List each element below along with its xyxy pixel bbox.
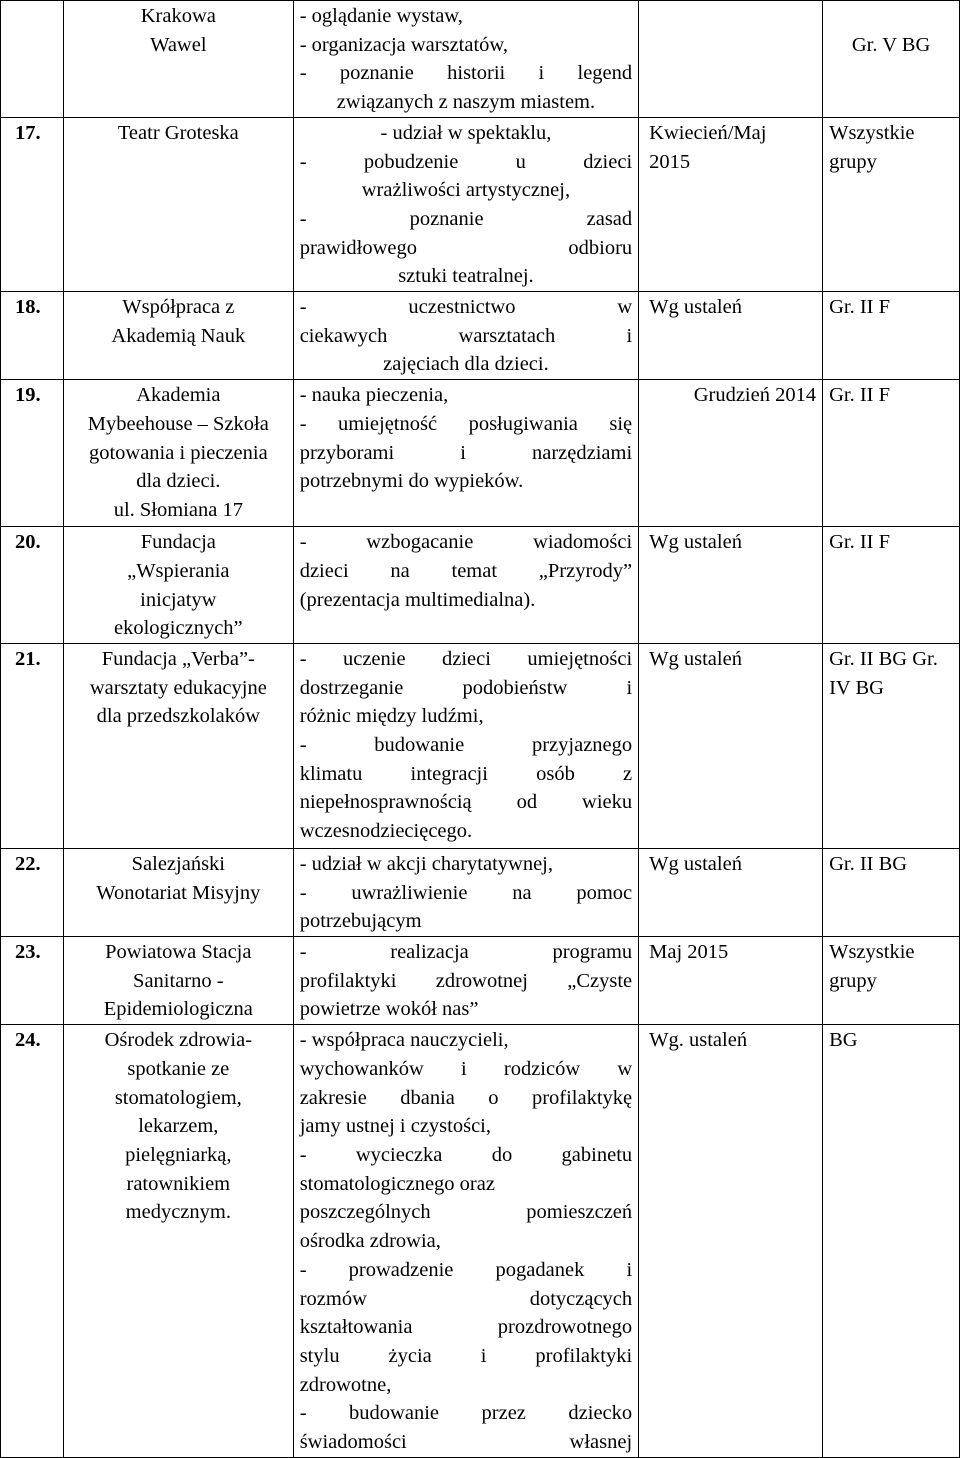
- table-row: [1, 643, 960, 848]
- partner-name-line: inicjatyw: [140, 588, 217, 611]
- activity-description: [293, 1, 638, 118]
- partner-name-line: Sanitarno -: [133, 969, 224, 992]
- description-line: - udział w akcji charytatywnej,: [299, 852, 554, 875]
- table-row: [1, 937, 960, 1025]
- description-line: świadomości własnej: [299, 1431, 633, 1454]
- partner-name-line: lekarzem,: [138, 1115, 219, 1138]
- partner-name-line: ul. Słomiana 17: [113, 498, 243, 521]
- description-line: ciekawych warsztatach i: [299, 324, 633, 347]
- partner-name: [63, 1025, 293, 1458]
- date-cell: Kwiecień/Maj 2015: [639, 117, 823, 291]
- date-cell: [639, 1, 823, 118]
- row-number: 18.: [1, 292, 64, 380]
- table-row: [1, 380, 960, 527]
- row-number: 22.: [1, 848, 64, 936]
- partner-name: [63, 292, 293, 380]
- description-line: - oglądanie wystaw,: [299, 5, 463, 27]
- description-line: klimatu integracji osób z: [299, 762, 633, 785]
- row-number: 24.: [1, 1025, 64, 1458]
- date-cell: Maj 2015: [639, 937, 823, 1025]
- description-line: potrzebującym: [299, 910, 422, 933]
- partner-name-line: Fundacja: [140, 531, 216, 554]
- description-line: jamy ustnej i czystości,: [299, 1115, 491, 1138]
- description-line: (prezentacja multimedialna).: [299, 588, 536, 611]
- activity-description: [293, 527, 638, 644]
- description-line: dzieci na temat „Przyrody”: [299, 559, 633, 582]
- row-number: 23.: [1, 937, 64, 1025]
- row-number: [1, 1, 64, 118]
- group-cell: Gr. II F: [823, 292, 960, 380]
- description-line: - wzbogacanie wiadomości: [299, 531, 633, 554]
- activity-description: [293, 117, 638, 291]
- activity-description: [293, 292, 638, 380]
- description-line: - nauka pieczenia,: [299, 384, 449, 407]
- partner-name-line: warsztaty edukacyjne: [89, 676, 267, 699]
- description-line: zakresie dbania o profilaktykę: [299, 1086, 633, 1109]
- group-cell: BG: [823, 1025, 960, 1458]
- description-line: prawidłowego odbioru: [299, 236, 633, 259]
- description-line: stylu życia i profilaktyki: [299, 1344, 633, 1367]
- activity-description: [293, 1025, 638, 1458]
- description-line: profilaktyki zdrowotnej „Czyste: [299, 969, 633, 992]
- table-row: [1, 527, 960, 644]
- partner-name-line: Mybeehouse – Szkoła: [87, 412, 269, 435]
- activity-description: [293, 643, 638, 848]
- row-number: 21.: [1, 643, 64, 848]
- description-line: - uczenie dzieci umiejętności: [299, 647, 633, 670]
- table-body: [1, 1, 960, 1458]
- group-cell: Gr. II F: [823, 527, 960, 644]
- description-line: stomatologicznego oraz: [299, 1172, 495, 1195]
- description-line: - wycieczka do gabinetu: [299, 1143, 633, 1166]
- table-row: [1, 117, 960, 291]
- date-cell: Wg ustaleń: [639, 848, 823, 936]
- date-cell: Grudzień 2014: [639, 380, 823, 527]
- description-line: - współpraca nauczycieli,: [299, 1029, 509, 1052]
- partner-name-line: „Wspierania: [127, 559, 230, 582]
- description-line: niepełnosprawnością od wieku: [299, 791, 633, 814]
- activity-description: [293, 380, 638, 527]
- partner-name-line: Ośrodek zdrowia-: [104, 1029, 253, 1052]
- activity-description: [293, 848, 638, 936]
- partner-name-line: Wonotariat Misyjny: [96, 881, 261, 904]
- group-cell: Gr. II BG Gr. IV BG: [823, 643, 960, 848]
- table-row: [1, 292, 960, 380]
- description-line: - poznanie zasad: [299, 207, 633, 230]
- table-row: [1, 1025, 960, 1458]
- partner-name: [63, 527, 293, 644]
- group-cell: Wszystkie grupy: [823, 117, 960, 291]
- partner-name-line: Krakowa: [140, 5, 216, 27]
- partner-name-line: Teatr Groteska: [117, 121, 239, 144]
- description-line: sztuki teatralnej.: [398, 265, 534, 288]
- partner-name-line: Wawel: [150, 33, 207, 56]
- description-line: zajęciach dla dzieci.: [383, 353, 549, 376]
- description-line: rozmów dotyczących: [299, 1287, 633, 1310]
- table-row: [1, 848, 960, 936]
- date-cell: Wg ustaleń: [639, 643, 823, 848]
- group-cell: Gr. V BG: [823, 1, 960, 118]
- partner-name-line: dla przedszkolaków: [96, 705, 260, 728]
- description-line: wrażliwości artystycznej,: [361, 179, 571, 202]
- partner-name-line: stomatologiem,: [114, 1086, 242, 1109]
- date-cell: Wg ustaleń: [639, 527, 823, 644]
- description-line: - uwrażliwienie na pomoc: [299, 881, 633, 904]
- partner-name-line: Epidemiologiczna: [103, 998, 253, 1021]
- activity-description: [293, 937, 638, 1025]
- row-number: 19.: [1, 380, 64, 527]
- description-line: - budowanie przyjaznego: [299, 734, 633, 757]
- partner-name-line: gotowania i pieczenia: [88, 441, 268, 464]
- description-line: - pobudzenie u dzieci: [299, 150, 633, 173]
- description-line: związanych z naszym miastem.: [336, 91, 596, 114]
- row-number: 17.: [1, 117, 64, 291]
- partner-name-line: spotkanie ze: [127, 1057, 230, 1080]
- partner-name-line: ekologicznych”: [114, 617, 243, 640]
- description-line: zdrowotne,: [299, 1373, 392, 1396]
- partner-name-line: Fundacja „Verba”-: [101, 647, 255, 670]
- group-cell: Gr. II F: [823, 380, 960, 527]
- partner-name-line: medycznym.: [125, 1201, 231, 1224]
- group-cell: Gr. II BG: [823, 848, 960, 936]
- description-line: ośrodka zdrowia,: [299, 1230, 441, 1253]
- partner-name-line: Akademią Nauk: [111, 324, 246, 347]
- date-cell: Wg ustaleń: [639, 292, 823, 380]
- description-line: - organizacja warsztatów,: [299, 33, 509, 56]
- partner-name-line: Powiatowa Stacja: [105, 941, 252, 964]
- partner-name-line: Współpraca z: [122, 296, 235, 319]
- partner-name-line: dla dzieci.: [136, 470, 221, 493]
- partner-name-line: ratownikiem: [126, 1172, 231, 1195]
- partner-name-line: Akademia: [136, 384, 221, 407]
- description-line: - prowadzenie pogadanek i: [299, 1258, 633, 1281]
- partner-name: [63, 117, 293, 291]
- partner-name: [63, 848, 293, 936]
- partner-name-line: Salezjański: [131, 852, 225, 875]
- description-line: wczesnodziecięcego.: [299, 820, 473, 843]
- partner-name: [63, 380, 293, 527]
- description-line: - poznanie historii i legend: [299, 62, 633, 85]
- description-line: poszczególnych pomieszczeń: [299, 1201, 633, 1224]
- description-line: dostrzeganie podobieństw i: [299, 676, 633, 699]
- table-row: [1, 1, 960, 118]
- description-line: przyborami i narzędziami: [299, 441, 633, 464]
- partner-name: [63, 1, 293, 118]
- group-cell: Wszystkie grupy: [823, 937, 960, 1025]
- description-line: - budowanie przez dziecko: [299, 1402, 633, 1425]
- partner-name-line: pielęgniarką,: [125, 1143, 232, 1166]
- description-line: - realizacja programu: [299, 941, 633, 964]
- description-line: - uczestnictwo w: [299, 296, 633, 319]
- description-line: wychowanków i rodziców w: [299, 1057, 633, 1080]
- description-line: - umiejętność posługiwania się: [299, 412, 633, 435]
- description-line: kształtowania prozdrowotnego: [299, 1316, 633, 1339]
- date-cell: Wg. ustaleń: [639, 1025, 823, 1458]
- partner-name: [63, 937, 293, 1025]
- description-line: potrzebnymi do wypieków.: [299, 470, 524, 493]
- description-line: - udział w spektaklu,: [380, 121, 552, 144]
- row-number: 20.: [1, 527, 64, 644]
- description-line: różnic między ludźmi,: [299, 705, 484, 728]
- description-line: powietrze wokół nas”: [299, 998, 479, 1021]
- partner-name: [63, 643, 293, 848]
